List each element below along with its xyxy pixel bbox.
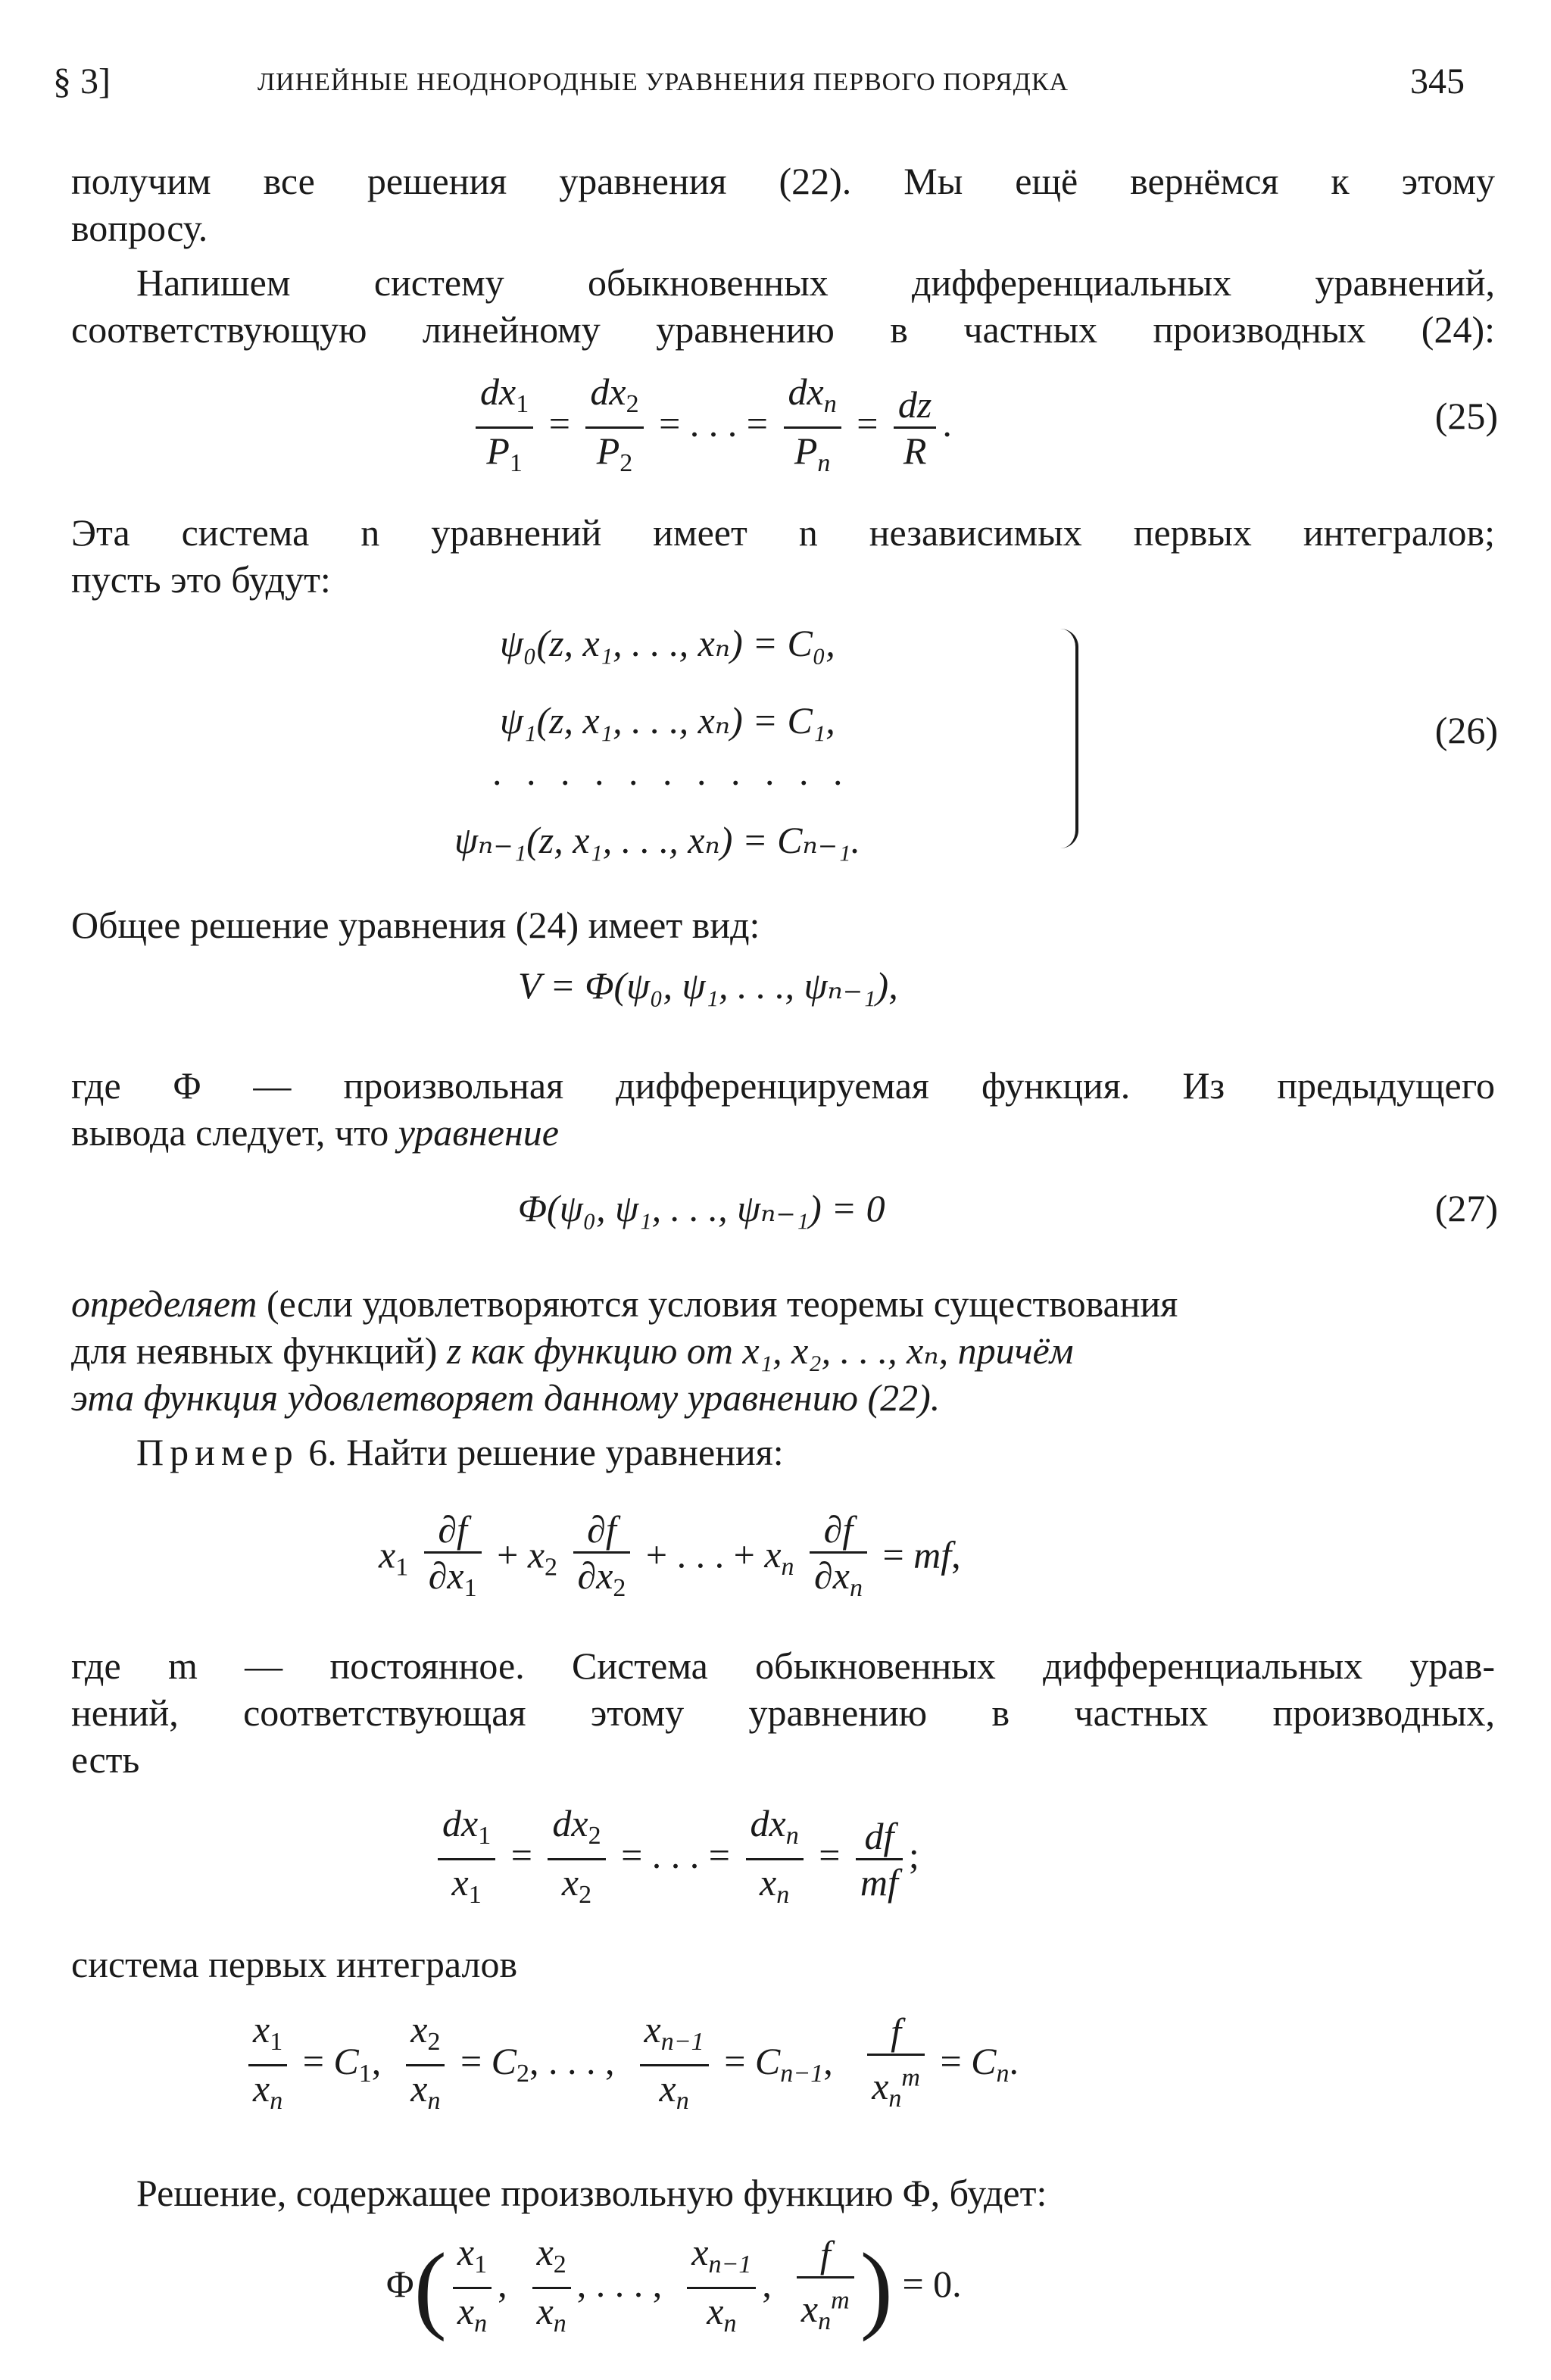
paragraph-text: вывода следует, что xyxy=(71,1111,398,1154)
equation-number: (25) xyxy=(1434,395,1498,437)
example-heading xyxy=(136,1429,784,1476)
first-integrals: $\frac{x_1}{x_n}$ = $C_1$, $\frac{x_2}{x_n}$ = $C_2$, . . . , $\frac{x_{n-1}}{x_n}$ = $C_{n-1}$, $\frac{f}{x_n^m}$ = $C_n$. xyxy=(242,2007,1019,2123)
paragraph-line xyxy=(71,1280,1495,1327)
equation-number: (26) xyxy=(1434,709,1498,751)
paragraph-line xyxy=(71,1327,1074,1374)
header-title: ЛИНЕЙНЫЕ НЕОДНОРОДНЫЕ УРАВНЕНИЯ ПЕРВОГО ПОРЯДКА xyxy=(257,68,1069,96)
paragraph-line: Общее решение уравнения (24) имеет вид: xyxy=(71,904,760,946)
system-26-row: ψₙ₋₁(z, x₁, . . ., xₙ) = Cₙ₋₁. xyxy=(454,819,861,861)
ode-system: $\frac{dx_1}{x_1}$ = $\frac{dx_2}{x_2}$ = . . . = $\frac{dx_n}{x_n}$ = $\frac{df}{mf}$ ; xyxy=(432,1801,919,1917)
example-text: 6. Найти решение уравнения: xyxy=(298,1431,784,1473)
paragraph-line: система первых интегралов xyxy=(71,1943,518,1985)
header-section: § 3] xyxy=(53,61,111,102)
paragraph-line xyxy=(71,1109,559,1156)
page-number: 345 xyxy=(1410,61,1465,102)
paragraph-text: (если удовлетворяются условия теоремы существования xyxy=(257,1282,1178,1325)
paragraph-line: есть xyxy=(71,1738,140,1781)
emphasis-text: z как функцию от x₁, x₂, . . ., xₙ, причём xyxy=(446,1329,1074,1372)
paragraph-line: получим все решения уравнения (22). Мы ещё вернёмся к этому xyxy=(71,160,1495,202)
system-26-dots: . . . . . . . . . . . xyxy=(492,751,850,793)
paragraph-line: пусть это будут: xyxy=(71,558,331,601)
paragraph-line: эта функция удовлетворяет данному уравнению (22). xyxy=(71,1376,941,1419)
paragraph-text: для неявных функций) xyxy=(71,1329,447,1372)
general-solution: V = Φ(ψ₀, ψ₁, . . ., ψₙ₋₁), xyxy=(518,964,898,1007)
system-brace xyxy=(1045,629,1078,848)
paragraph-line: где Φ — произвольная дифференцируемая функция. Из предыдущего xyxy=(71,1064,1495,1107)
pde-equation: $x_1$ $\frac{\partial f}{\partial x_1}$ + $x_2$ $\frac{\partial f}{\partial x_2}$ + . . . + $x_n$ $\frac{\partial f}{\partial x_n}$ = mf, xyxy=(379,1508,961,1602)
final-solution: Φ( $\frac{x_1}{x_n}$ , $\frac{x_2}{x_n}$ , . . . , $\frac{x_{n-1}}{x_n}$ , $\frac{f}{x_n^m}$ ) = 0. xyxy=(386,2231,962,2343)
paragraph-line: соответствующую линейному уравнению в частных производных (24): xyxy=(71,308,1495,351)
equation-25: $\frac{dx_1}{P_1}$ = $\frac{dx_2}{P_2}$ = . . . = $\frac{dx_n}{P_n}$ = $\frac{dz}{R}$ . xyxy=(470,370,952,486)
system-26-row: ψ₁(z, x₁, . . ., xₙ) = C₁, xyxy=(500,699,835,742)
system-26-row: ψ₀(z, x₁, . . ., xₙ) = C₀, xyxy=(500,622,835,664)
example-label: Пример xyxy=(136,1431,299,1473)
emphasis-text: определяет xyxy=(71,1282,257,1325)
equation-number: (27) xyxy=(1434,1187,1498,1229)
emphasis-text: уравнение xyxy=(398,1111,559,1154)
paragraph-line: Напишем систему обыкновенных дифференциальных уравнений, xyxy=(136,261,1495,304)
equation-27: Φ(ψ₀, ψ₁, . . ., ψₙ₋₁) = 0 xyxy=(518,1187,885,1229)
paragraph-line: где m — постоянное. Система обыкновенных дифференциальных урав- xyxy=(71,1644,1495,1687)
paragraph-line: Решение, содержащее произвольную функцию Φ, будет: xyxy=(136,2172,1047,2214)
paragraph-line: Эта система n уравнений имеет n независимых первых интегралов; xyxy=(71,511,1495,554)
paragraph-line: вопросу. xyxy=(71,207,208,249)
paragraph-line: нений, соответствующая этому уравнению в частных производных, xyxy=(71,1691,1495,1734)
